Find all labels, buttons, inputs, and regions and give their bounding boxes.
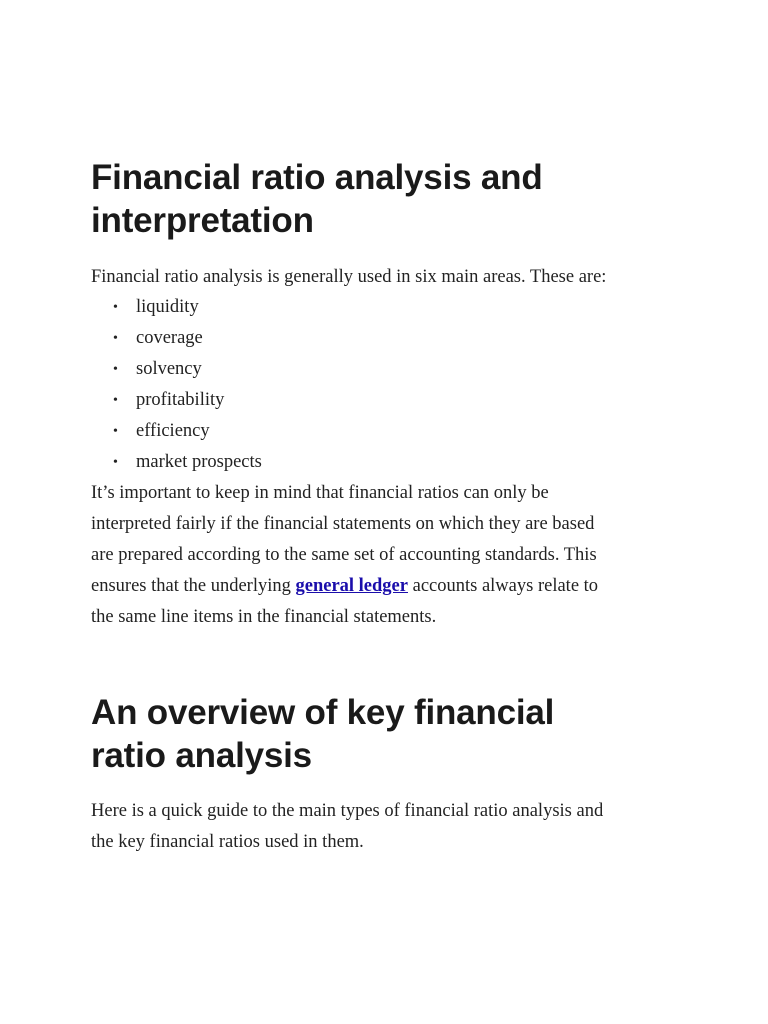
list-item: [91, 447, 262, 478]
paragraph-line: Here is a quick guide to the main types of financial ratio analysis and: [91, 801, 604, 821]
paragraph-line: interpreted fairly if the financial statements on which they are based: [91, 514, 595, 534]
list-item: [91, 385, 262, 416]
section-heading-line-2: interpretation: [91, 201, 314, 240]
overview-heading-line-2: ratio analysis: [91, 736, 312, 775]
analysis-areas-list: [91, 292, 262, 478]
bullet-icon: •: [113, 424, 118, 439]
list-item: [91, 416, 262, 447]
paragraph-text: ensures that the underlying: [91, 576, 296, 596]
bullet-icon: •: [113, 455, 118, 470]
intro-paragraph: Financial ratio analysis is generally used in six main areas. These are:: [91, 267, 607, 287]
overview-heading: [91, 691, 691, 777]
section-heading-line-1: Financial ratio analysis and: [91, 158, 543, 197]
bullet-icon: •: [113, 331, 118, 346]
list-item-label: liquidity: [136, 297, 199, 317]
list-item: [91, 323, 262, 354]
general-ledger-link[interactable]: general ledger: [295, 576, 408, 596]
paragraph-line: [91, 571, 598, 602]
list-item-label: market prospects: [136, 452, 262, 472]
paragraph-text: accounts always relate to: [407, 576, 599, 596]
list-item: [91, 354, 262, 385]
accounting-standards-paragraph: [91, 478, 598, 633]
paragraph-line: the key financial ratios used in them.: [91, 832, 364, 852]
paragraph-line: It’s important to keep in mind that financial ratios can only be: [91, 483, 549, 503]
bullet-icon: •: [113, 300, 118, 315]
bullet-icon: •: [113, 393, 118, 408]
overview-heading-line-1: An overview of key financial: [91, 693, 555, 732]
list-item-label: coverage: [136, 328, 203, 348]
list-item-label: profitability: [136, 390, 225, 410]
list-item-label: solvency: [136, 359, 202, 379]
paragraph-line: are prepared according to the same set of accounting standards. This: [91, 545, 597, 565]
list-item-label: efficiency: [136, 421, 210, 441]
guide-paragraph: [91, 796, 603, 858]
section-heading: [91, 156, 691, 242]
paragraph-line: the same line items in the financial statements.: [91, 607, 437, 627]
bullet-icon: •: [113, 362, 118, 377]
list-item: [91, 292, 262, 323]
